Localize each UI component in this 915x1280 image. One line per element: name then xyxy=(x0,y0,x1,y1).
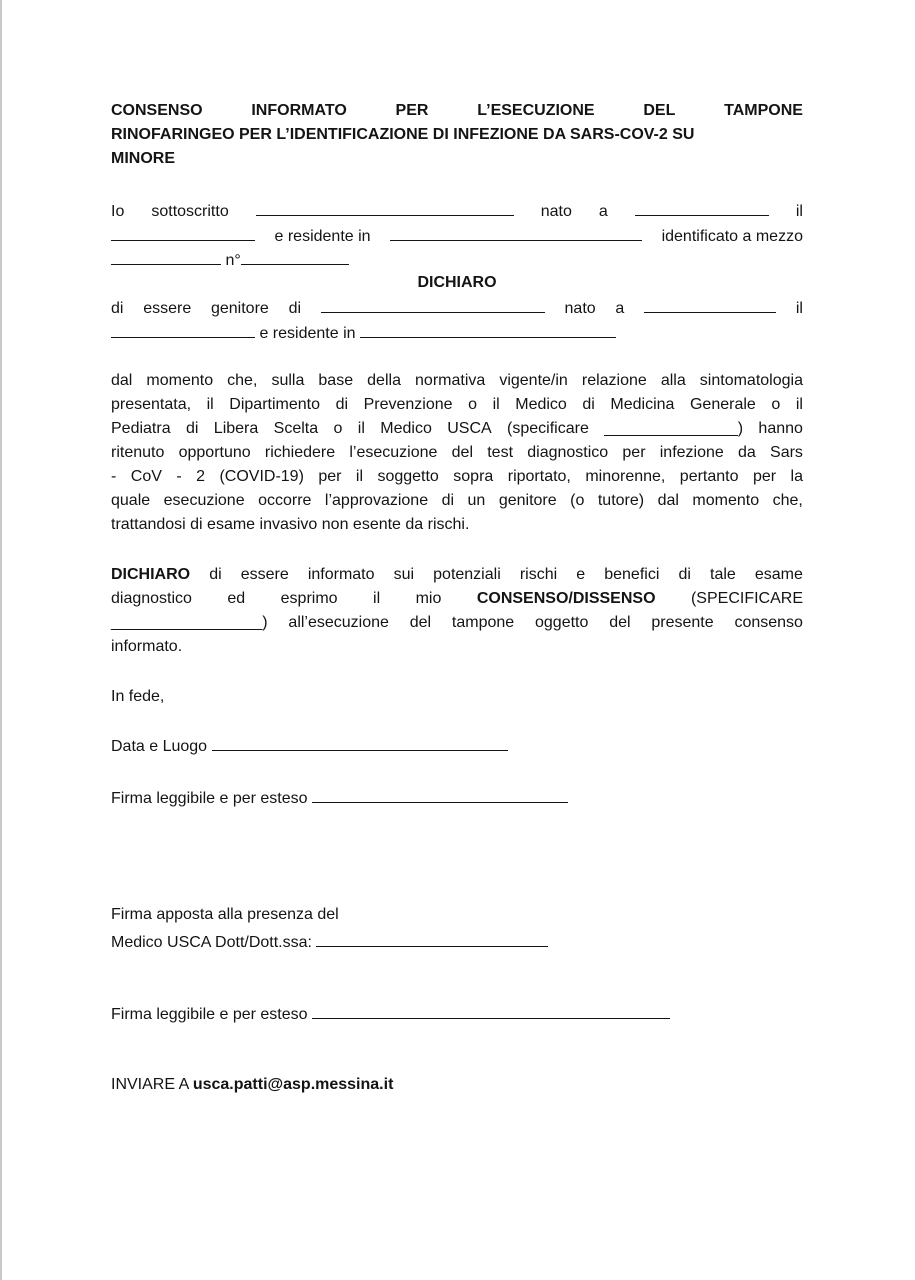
word: ed xyxy=(227,590,246,607)
word: diagnostico xyxy=(111,590,192,607)
paragraph2-line-3 xyxy=(111,613,803,633)
word: dal xyxy=(111,372,133,389)
word: vigente/in xyxy=(499,372,568,389)
word: esecuzione xyxy=(163,492,245,509)
data-luogo-field[interactable] xyxy=(212,735,508,751)
word: _______________) xyxy=(604,420,744,437)
word: a xyxy=(615,300,625,317)
word: dal xyxy=(657,492,679,509)
word: nato xyxy=(564,300,596,317)
word: oggetto xyxy=(535,614,589,631)
word: l’esecuzione xyxy=(349,444,438,461)
word: o xyxy=(333,420,343,437)
word: potenziali xyxy=(433,566,501,583)
word: minorenne, xyxy=(585,468,666,485)
word: (SPECIFICARE xyxy=(690,590,803,607)
word: per xyxy=(318,468,342,485)
word: relazione xyxy=(581,372,647,389)
word: a xyxy=(598,203,608,220)
word: il xyxy=(206,396,214,413)
word: CONSENSO/DISSENSO xyxy=(476,590,656,607)
word: identificato a mezzo xyxy=(661,228,803,245)
word: o xyxy=(771,396,781,413)
title-line-3: MINORE xyxy=(111,150,175,167)
title-word: CONSENSO xyxy=(111,102,203,119)
word: sintomatologia xyxy=(699,372,803,389)
word: l’approvazione xyxy=(324,492,429,509)
word: sottoscritto xyxy=(151,203,229,220)
word: _________________) xyxy=(111,614,268,631)
word: essere xyxy=(240,566,289,583)
paragraph1-line xyxy=(111,419,803,439)
word: quale xyxy=(111,492,151,509)
word: il xyxy=(795,300,803,317)
declarant-line-1 xyxy=(111,200,803,222)
title-line-1 xyxy=(111,101,803,121)
word: DICHIARO xyxy=(111,566,191,583)
word: presentata, xyxy=(111,396,192,413)
word: all’esecuzione xyxy=(288,614,389,631)
declarant-document-field[interactable] xyxy=(111,249,221,265)
word: richiedere xyxy=(264,444,336,461)
firma-2-field[interactable] xyxy=(312,1003,670,1019)
word: di xyxy=(335,396,349,413)
minor-birthdate-field[interactable] xyxy=(111,322,255,338)
word: tutore) xyxy=(597,492,645,509)
word: e xyxy=(576,566,586,583)
word: sulla xyxy=(271,372,305,389)
paragraph1-line xyxy=(111,395,803,415)
word: rischi xyxy=(519,566,558,583)
title-word: DEL xyxy=(643,102,676,119)
word: esame xyxy=(754,566,803,583)
word: benefici xyxy=(604,566,660,583)
word: Medicina xyxy=(610,396,675,413)
word: Firma leggibile e per esteso xyxy=(111,790,308,807)
word: Dipartimento xyxy=(229,396,320,413)
word: di xyxy=(678,566,691,583)
word: momento xyxy=(146,372,214,389)
inviare-line xyxy=(111,1075,803,1095)
word: sui xyxy=(393,566,415,583)
title-word: INFORMATO xyxy=(251,102,347,119)
word: Sars xyxy=(770,444,803,461)
word: alla xyxy=(660,372,686,389)
word: Prevenzione xyxy=(363,396,453,413)
word: e residente in xyxy=(274,228,371,245)
word: informato xyxy=(307,566,375,583)
minor-birthplace-field[interactable] xyxy=(644,297,776,313)
word: tampone xyxy=(451,614,515,631)
word: da xyxy=(738,444,756,461)
word: (specificare xyxy=(507,420,589,437)
firma-1-field[interactable] xyxy=(312,787,568,803)
title-word: TAMPONE xyxy=(724,102,803,119)
word: un xyxy=(467,492,486,509)
word: consenso xyxy=(734,614,803,631)
word: (o xyxy=(570,492,585,509)
genitore-line-1 xyxy=(111,297,803,319)
word: Medico xyxy=(380,420,432,437)
word: genitore xyxy=(210,300,269,317)
word: occorre xyxy=(258,492,312,509)
word: il xyxy=(795,203,803,220)
word: che, xyxy=(772,492,803,509)
word: ritenuto xyxy=(111,444,165,461)
word: hanno xyxy=(758,420,803,437)
word: sopra xyxy=(453,468,494,485)
word: mio xyxy=(415,590,442,607)
paragraph1-line xyxy=(111,491,803,511)
declarant-line-3 xyxy=(111,249,803,271)
word: della xyxy=(367,372,401,389)
declarant-line-2 xyxy=(111,225,803,247)
word: o xyxy=(468,396,477,413)
word: normativa xyxy=(415,372,486,389)
word: Medico xyxy=(515,396,567,413)
in-fede: In fede, xyxy=(111,688,165,705)
word: essere xyxy=(143,300,192,317)
word: USCA xyxy=(447,420,492,437)
paragraph1-line xyxy=(111,443,803,463)
word: CoV xyxy=(130,468,162,485)
word: che, xyxy=(227,372,258,389)
email-link[interactable]: usca.patti@asp.messina.it xyxy=(192,1076,394,1093)
word: Scelta xyxy=(273,420,319,437)
word: opportuno xyxy=(178,444,251,461)
declarant-birthplace-field[interactable] xyxy=(635,200,769,216)
word: il xyxy=(373,590,381,607)
word: 2 xyxy=(196,468,205,485)
minor-name-field[interactable] xyxy=(321,297,545,313)
paragraph1-line xyxy=(111,467,803,487)
word: presente xyxy=(651,614,714,631)
word: di xyxy=(185,420,199,437)
paragraph1-last-line: trattandosi di esame invasivo non esente da rischi. xyxy=(111,516,470,533)
word: n° xyxy=(225,252,241,269)
word: test xyxy=(487,444,514,461)
word: la xyxy=(790,468,803,485)
word: di xyxy=(111,300,124,317)
word: INVIARE A xyxy=(111,1076,189,1093)
word: di xyxy=(441,492,455,509)
word: - xyxy=(111,468,117,485)
word: Io xyxy=(111,203,125,220)
word: genitore xyxy=(498,492,557,509)
word: del xyxy=(409,614,432,631)
word: tale xyxy=(710,566,736,583)
word: Pediatra xyxy=(111,420,171,437)
word: infezione xyxy=(659,444,724,461)
declarant-document-number-field[interactable] xyxy=(241,249,349,265)
title-word: L’ESECUZIONE xyxy=(477,102,595,119)
word: - xyxy=(176,468,182,485)
paragraph1-line xyxy=(111,371,803,391)
word: esprimo xyxy=(280,590,338,607)
word: per xyxy=(752,468,777,485)
medico-usca-line xyxy=(111,931,803,953)
declarant-residence-field[interactable] xyxy=(390,225,642,241)
firma-2-line xyxy=(111,1003,803,1025)
title-word: PER xyxy=(395,102,429,119)
word: e residente in xyxy=(259,325,356,342)
word: nato xyxy=(540,203,572,220)
word: soggetto xyxy=(377,468,439,485)
word: Data e Luogo xyxy=(111,738,208,755)
word: il xyxy=(492,396,500,413)
word: Medico USCA Dott/Dott.ssa: xyxy=(111,934,312,951)
word: il xyxy=(355,468,363,485)
word: Firma leggibile e per esteso xyxy=(111,1006,308,1023)
word: di xyxy=(209,566,222,583)
word: del xyxy=(451,444,473,461)
title-line-2: RINOFARINGEO PER L’IDENTIFICAZIONE DI INFEZIONE DA SARS-COV-2 SU xyxy=(111,126,695,143)
word: di xyxy=(288,300,302,317)
word: Libera xyxy=(213,420,259,437)
word: pertanto xyxy=(679,468,739,485)
word: Generale xyxy=(689,396,756,413)
declarant-birthdate-field[interactable] xyxy=(111,225,255,241)
paragraph2-line-1 xyxy=(111,565,803,585)
word: del xyxy=(609,614,631,631)
word: (COVID-19) xyxy=(219,468,304,485)
genitore-line-2 xyxy=(111,322,803,344)
minor-residence-field[interactable] xyxy=(360,322,616,338)
dichiaro-heading: DICHIARO xyxy=(417,274,497,291)
word: il xyxy=(357,420,365,437)
word: di xyxy=(582,396,595,413)
paragraph2-line-2 xyxy=(111,589,803,609)
firma-1-line xyxy=(111,787,803,809)
firma-apposta: Firma apposta alla presenza del xyxy=(111,906,339,923)
medico-usca-field[interactable] xyxy=(316,931,548,947)
word: momento xyxy=(692,492,760,509)
page-edge xyxy=(0,0,2,1280)
data-luogo-line xyxy=(111,735,803,757)
declarant-name-field[interactable] xyxy=(256,200,514,216)
paragraph2-line-4: informato. xyxy=(111,638,183,655)
word: riportato, xyxy=(507,468,571,485)
word: base xyxy=(318,372,354,389)
word: diagnostico xyxy=(527,444,609,461)
word: per xyxy=(622,444,646,461)
word: il xyxy=(795,396,803,413)
